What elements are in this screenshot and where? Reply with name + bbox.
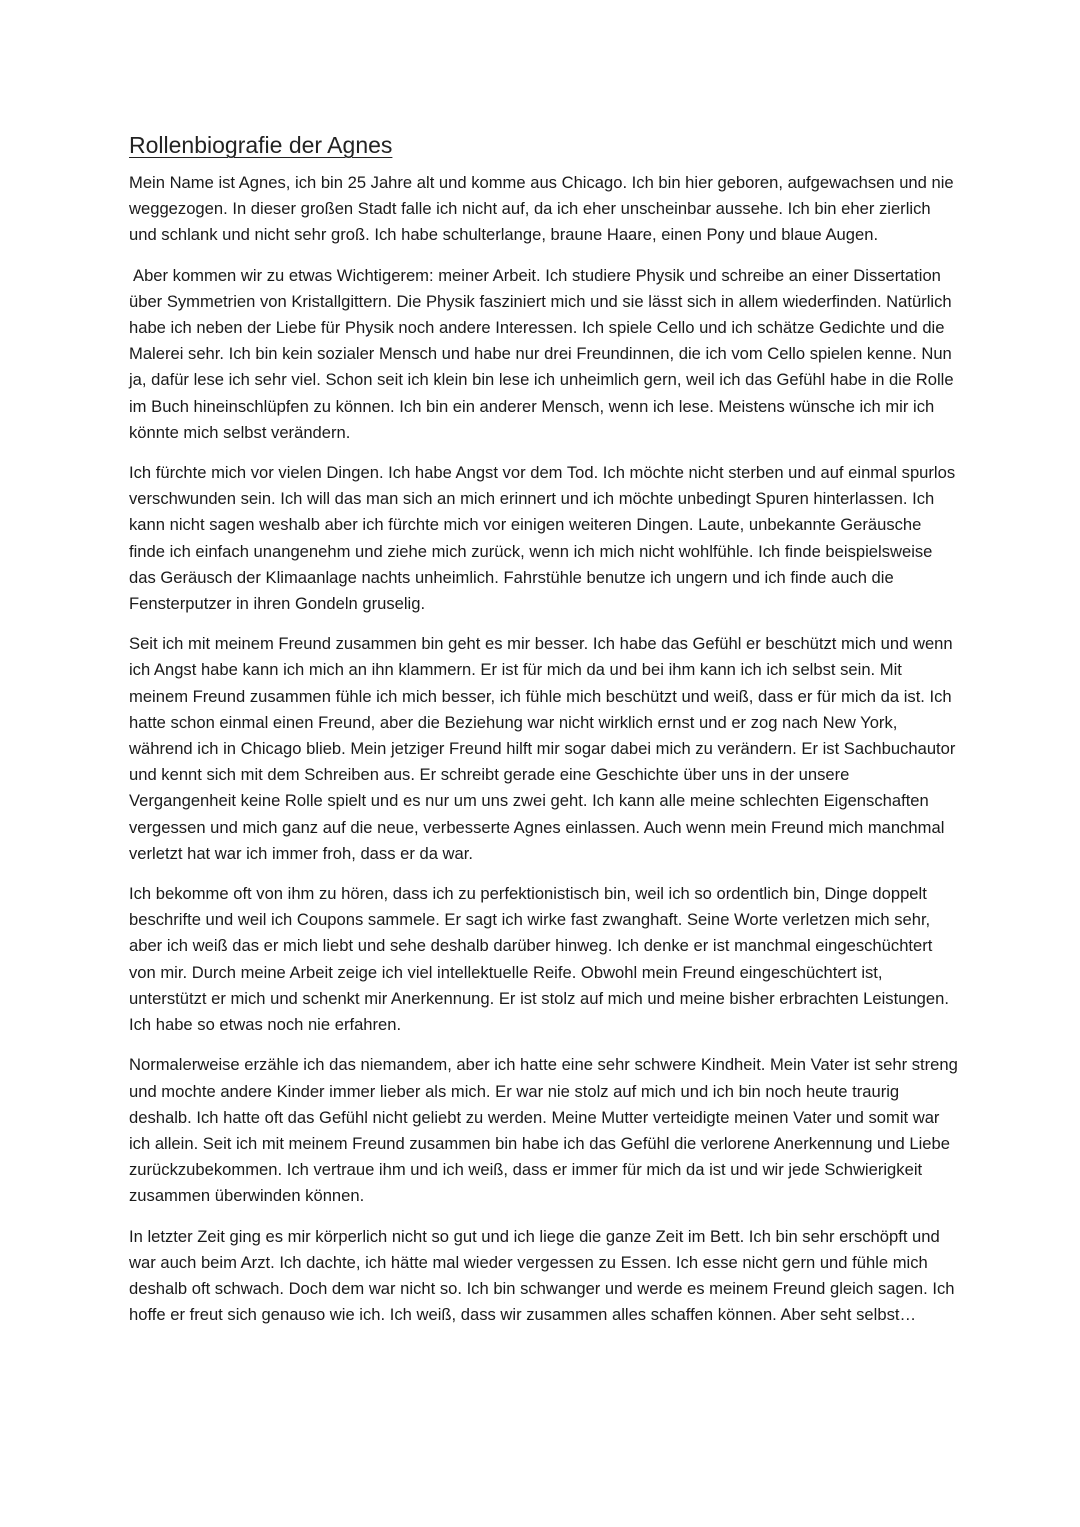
paragraph-pregnancy: In letzter Zeit ging es mir körperlich nicht so gut und ich liege die ganze Zeit im Bett. Ich bin sehr erschöpft und war auch beim Arzt. Ich dachte, ich hätte mal wieder vergessen zu Essen. Ich esse nicht gern und fühle mich deshalb oft schwach. Doch dem war nicht so. Ich bin schwanger und werde es meinem Freund gleich sagen. Ich hoffe er freut sich genauso wie ich. Ich weiß, dass wir zusammen alles schaffen können. Aber seht selbst… xyxy=(129,1226,955,1325)
paragraph-perfectionism: Ich bekomme oft von ihm zu hören, dass ich zu perfektionistisch bin, weil ich so ordentlich bin, Dinge doppelt beschrifte und weil ich Coupons sammele. Er sagt ich wirke fast zwanghaft. Seine Worte verletzen mich sehr, aber ich weiß das er mich liebt und sehe deshalb darüber hinweg. Ich denke er ist manchmal eingeschüchtert von mir. Durch meine Arbeit zeige ich viel intellektuelle Reife. Obwohl mein Freund eingeschüchtert ist, unterstützt er mich und schenkt mir Anerkennung. Er ist stolz auf mich und meine bisher erbrachten Leistungen. Ich habe so etwas noch nie erfahren. xyxy=(129,884,949,1035)
document-title: Rollenbiografie der Agnes xyxy=(129,132,393,158)
paragraph-fears: Ich fürchte mich vor vielen Dingen. Ich habe Angst vor dem Tod. Ich möchte nicht sterben und auf einmal spurlos verschwunden sein. Ich will das man sich an mich erinnert und ich möchte unbedingt Spuren hinterlassen. Ich kann nicht sagen weshalb aber ich fürchte mich vor einigen weiteren Dingen. Laute, unbekannte Geräusche finde ich einfach unangenehm und ziehe mich zurück, wenn ich mich nicht wohlfühle. Ich finde beispielsweise das Geräusch der Klimaanlage nachts unheimlich. Fahrstühle benutze ich ungern und ich finde auch die Fensterputzer in ihren Gondeln gruselig. xyxy=(129,463,956,614)
paragraph-boyfriend: Seit ich mit meinem Freund zusammen bin geht es mir besser. Ich habe das Gefühl er beschützt mich und wenn ich Angst habe kann ich mich an ihn klammern. Er ist für mich da und bei ihm kann ich ich selbst sein. Mit meinem Freund zusammen fühle ich mich besser, ich fühle mich beschützt und weiß, dass er für mich da ist. Ich hatte schon einmal einen Freund, aber die Beziehung war nicht wirklich ernst und er zog nach New York, während ich in Chicago blieb. Mein jetziger Freund hilft mir sogar dabei mich zu verändern. Er ist Sachbuchautor und kennt sich mit dem Schreiben aus. Er schreibt gerade eine Geschichte über uns in der unsere Vergangenheit keine Rolle spielt und es nur um uns zwei geht. Ich kann alle meine schlechten Eigenschaften vergessen und mich ganz auf die neue, verbesserte Agnes einlassen. Auch wenn mein Freund mich manchmal verletzt hat war ich immer froh, dass er da war. xyxy=(129,634,956,863)
paragraph-work-interests: Aber kommen wir zu etwas Wichtigerem: meiner Arbeit. Ich studiere Physik und schreibe an einer Dissertation über Symmetrien von Kristallgittern. Die Physik fasziniert mich und sie lässt sich in allem wiederfinden. Natürlich habe ich neben der Liebe für Physik noch andere Interessen. Ich spiele Cello und ich schätze Gedichte und die Malerei sehr. Ich bin kein sozialer Mensch und habe nur drei Freundinnen, die ich vom Cello spielen kenne. Nun ja, dafür lese ich sehr viel. Schon seit ich klein bin lese ich unheimlich gern, weil ich das Gefühl habe in die Rolle im Buch hineinschlüpfen zu können. Ich bin ein anderer Mensch, wenn ich lese. Meistens wünsche ich mir ich könnte mich selbst verändern. xyxy=(129,265,954,442)
document-page xyxy=(129,130,959,1342)
paragraph-introduction: Mein Name ist Agnes, ich bin 25 Jahre alt und komme aus Chicago. Ich bin hier geboren, aufgewachsen und nie weggezogen. In dieser großen Stadt falle ich nicht auf, da ich eher unscheinbar aussehe. Ich bin eher zierlich und schlank und nicht sehr groß. Ich habe schulterlange, braune Haare, einen Pony und blaue Augen. xyxy=(129,173,954,245)
paragraph-childhood: Normalerweise erzähle ich das niemandem, aber ich hatte eine sehr schwere Kindheit. Mein Vater ist sehr streng und mochte andere Kinder immer lieber als mich. Er war nie stolz auf mich und ich bin noch heute traurig deshalb. Ich hatte oft das Gefühl nicht geliebt zu werden. Meine Mutter verteidigte meinen Vater und somit war ich allein. Seit ich mit meinem Freund zusammen bin habe ich das Gefühl die verlorene Anerkennung und Liebe zurückzubekommen. Ich vertraue ihm und ich weiß, dass er immer für mich da ist und wir jede Schwierigkeit zusammen überwinden können. xyxy=(129,1055,958,1206)
